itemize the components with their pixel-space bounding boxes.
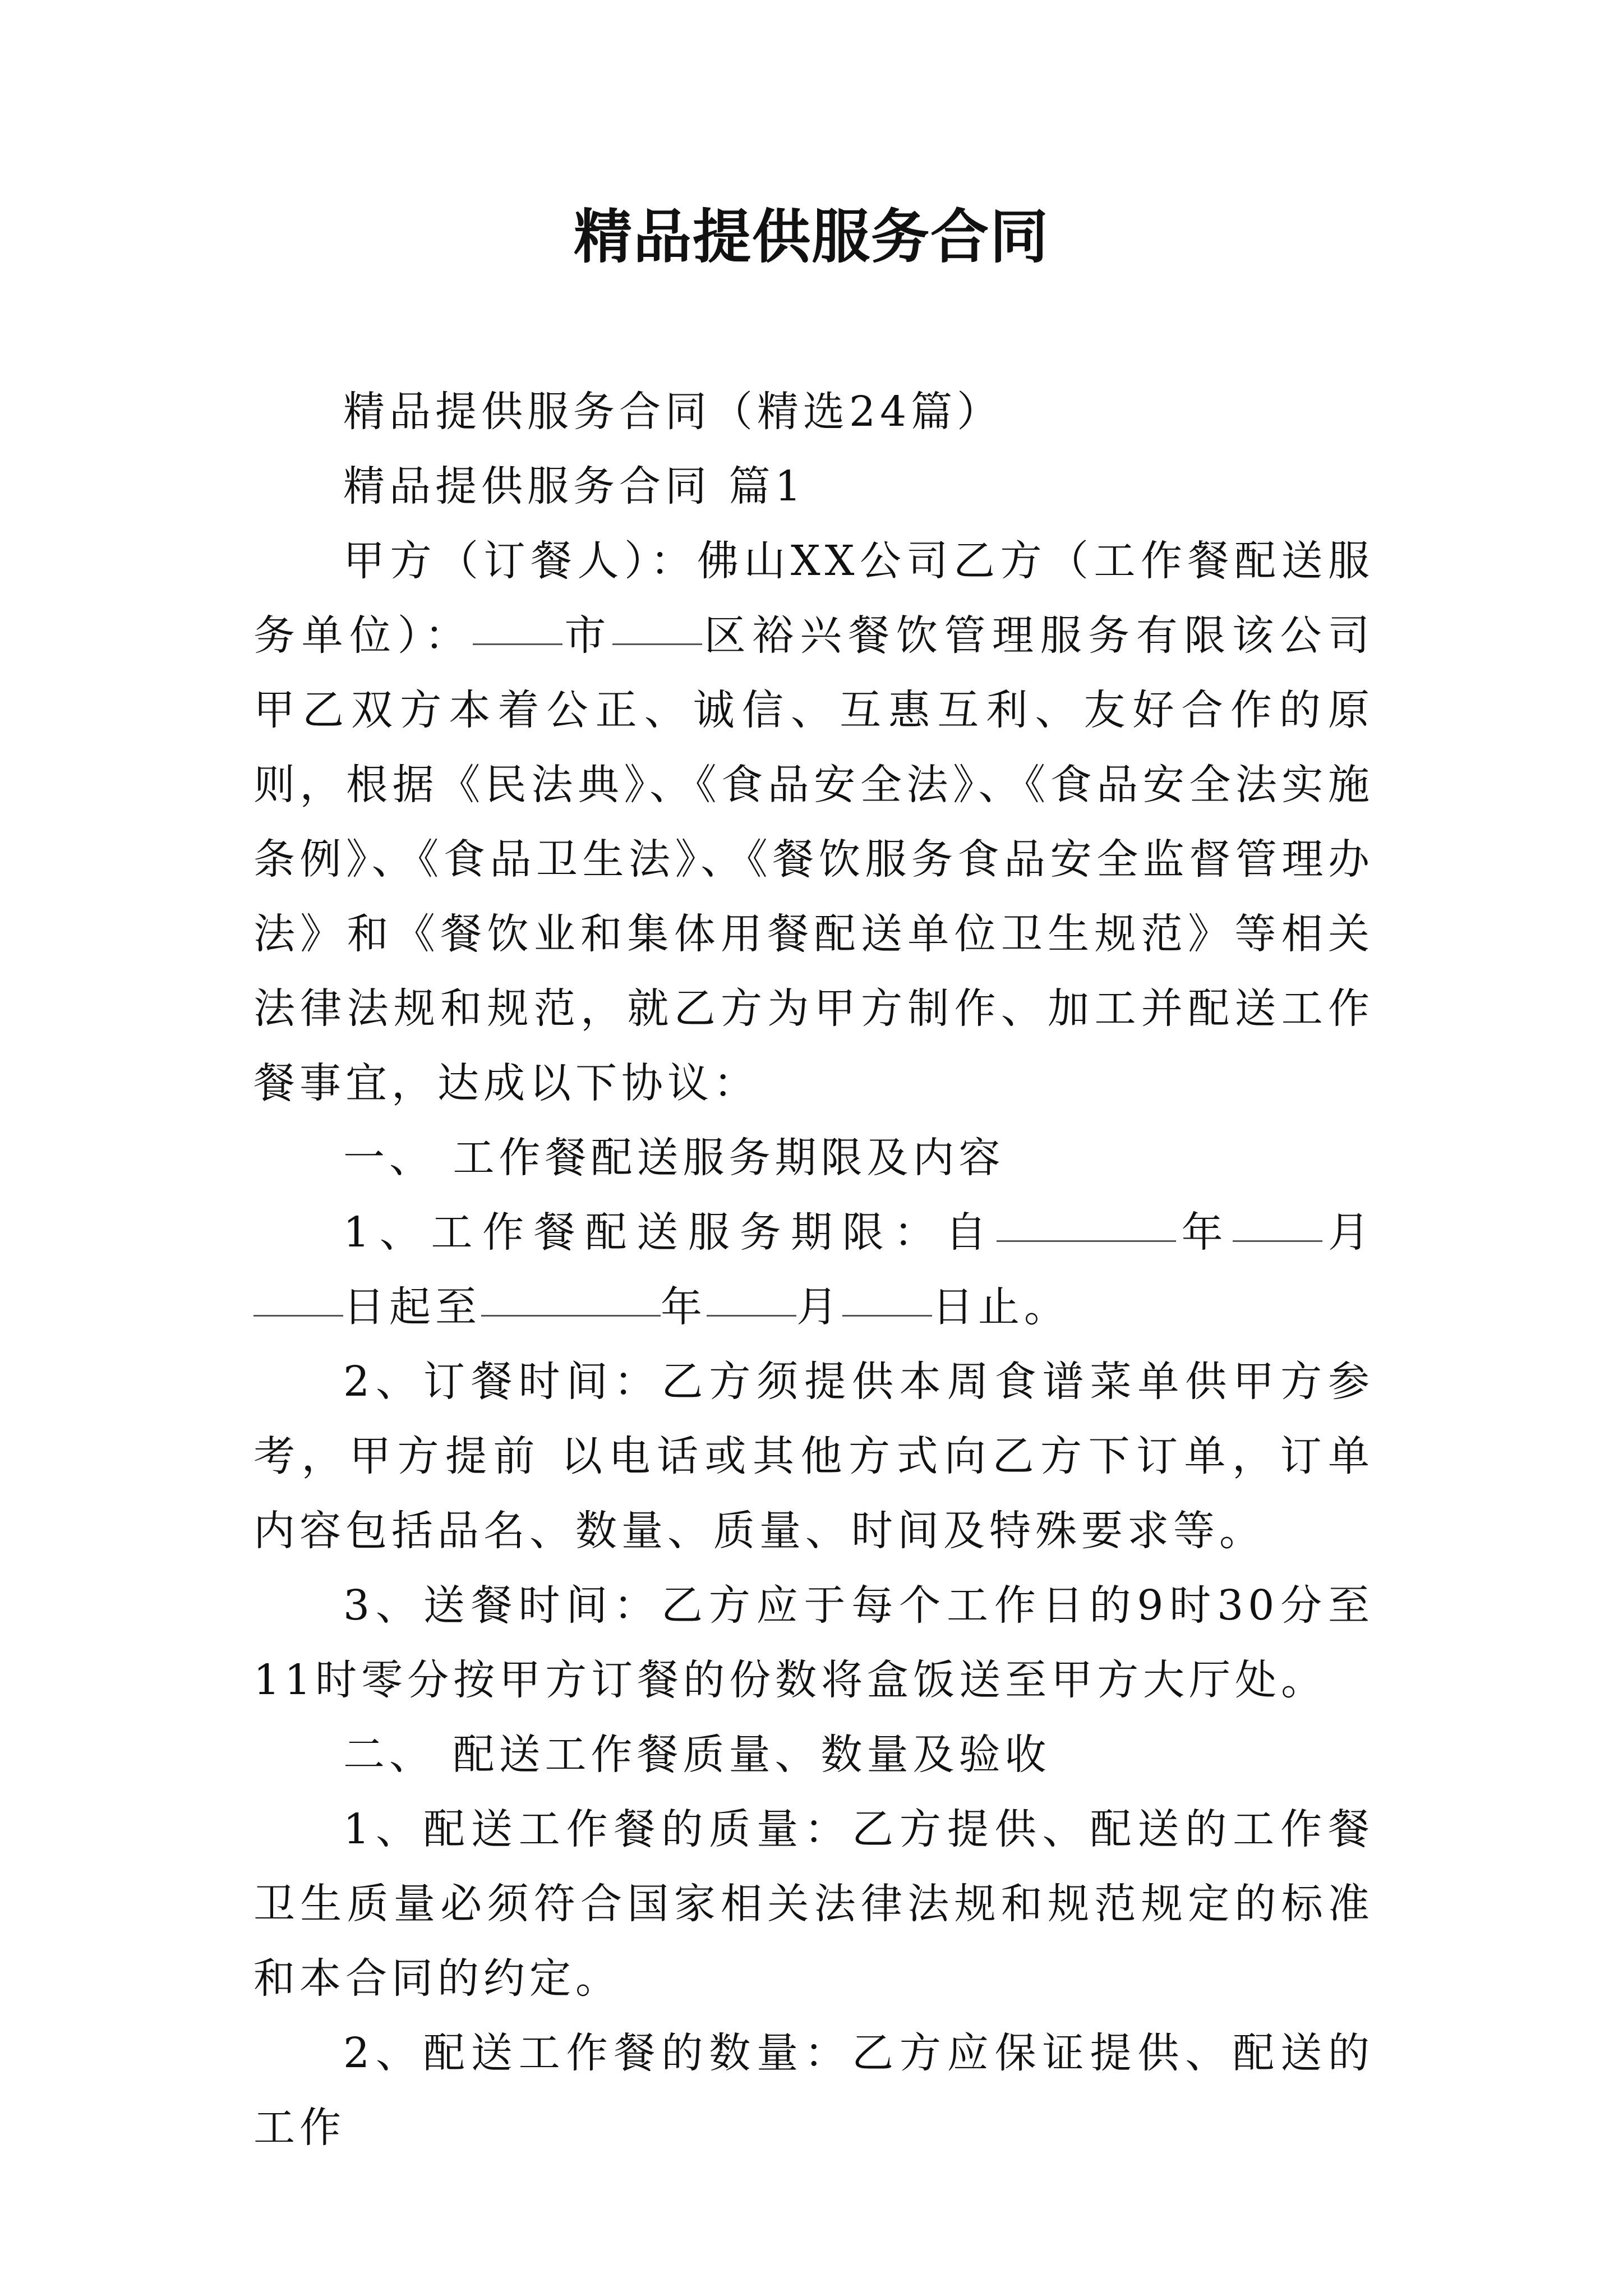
- paragraph-order-time: 2、订餐时间：乙方须提供本周食谱菜单供甲方参考，甲方提前 以电话或其他方式向乙方下订单，订单内容包括品名、数量、质量、时间及特殊要求等。: [253, 1358, 1374, 1555]
- blank-line: [612, 604, 702, 645]
- service-period-month-2: 月: [796, 1283, 842, 1331]
- blank-line: [253, 1276, 343, 1317]
- paragraph-service-period: [253, 1195, 1374, 1345]
- blank-line: [997, 1201, 1176, 1242]
- paragraph-subtitle: 精品提供服务合同（精选24篇）: [343, 388, 1003, 436]
- service-period-end: 日止。: [932, 1283, 1070, 1331]
- paragraph-quality: 1、配送工作餐的质量：乙方提供、配送的工作餐卫生质量必须符合国家相关法律法规和规范规定的标准和本合同的约定。: [253, 1805, 1374, 2003]
- parties-text-b: 市: [562, 611, 613, 660]
- section-heading-1: 一、 工作餐配送服务期限及内容: [343, 1134, 1005, 1182]
- service-period-year: 年: [1175, 1208, 1233, 1257]
- parties-text-a: 甲方（订餐人）：佛山XX公司乙方（工作餐配送服务单位）：: [253, 537, 1374, 660]
- paragraph-delivery-time: 3、送餐时间：乙方应于每个工作日的9时30分至11时零分按甲方订餐的份数将盒饭送至甲方大厅处。: [253, 1581, 1374, 1704]
- blank-line: [473, 604, 562, 645]
- blank-line: [707, 1276, 796, 1317]
- service-period-day-until: 日起至: [343, 1283, 481, 1331]
- paragraph-parties: [253, 524, 1374, 1121]
- service-period-year-2: 年: [661, 1283, 707, 1331]
- document-body: [253, 375, 1374, 2165]
- paragraph-chapter-heading: 精品提供服务合同 篇1: [343, 462, 806, 510]
- blank-line: [842, 1276, 932, 1317]
- service-period-month: 月: [1322, 1208, 1375, 1257]
- service-period-text-a: 1、工作餐配送服务期限：自: [343, 1208, 997, 1257]
- parties-text-c: 区裕兴餐饮管理服务有限该公司甲乙双方本着公正、诚信、互惠互利、友好合作的原则，根据《民法典》、《食品安全法》、《食品安全法实施条例》、《食品卫生法》、《餐饮服务食品安全监督管理办法》和《餐饮业和集体用餐配送单位卫生规范》等相关法律法规和规范，就乙方为甲方制作、加工并配送工作餐事宜，达成以下协议：: [253, 611, 1375, 1107]
- blank-line: [1233, 1201, 1322, 1242]
- paragraph-quantity: 2、配送工作餐的数量：乙方应保证提供、配送的工作: [253, 2029, 1374, 2152]
- document-title: 精品提供服务合同: [573, 202, 1049, 271]
- section-heading-2: 二、 配送工作餐质量、数量及验收: [343, 1731, 1051, 1779]
- blank-line: [481, 1276, 661, 1317]
